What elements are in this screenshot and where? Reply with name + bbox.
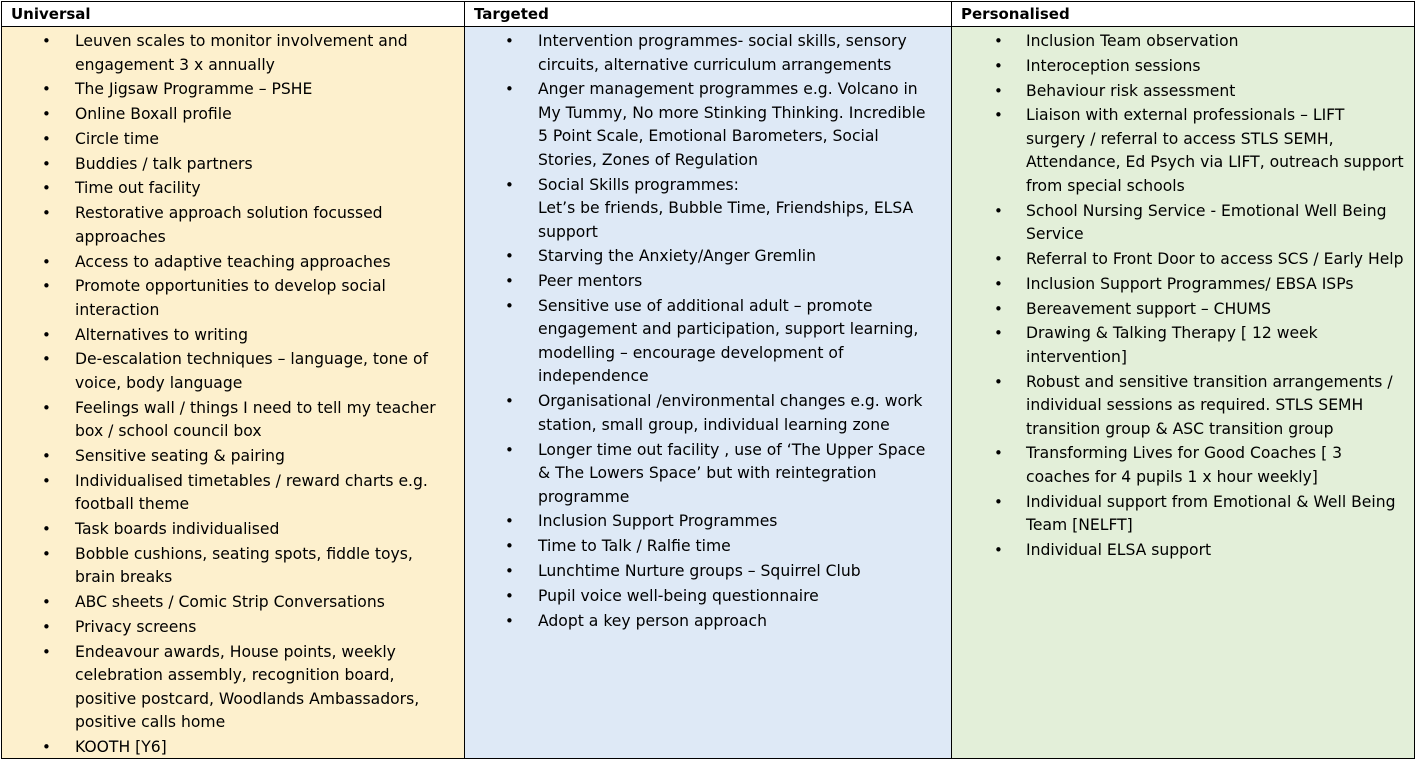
list-item-line: • Individual ELSA support	[1026, 541, 1212, 560]
list-item-line: • ABC sheets / Comic Strip Conversations	[75, 593, 385, 612]
targeted-column	[465, 2, 952, 758]
list-item	[952, 491, 1414, 538]
list-item	[465, 270, 951, 294]
list-item	[465, 439, 951, 510]
list-item-line: from special schools	[1026, 176, 1185, 195]
list-item-line: • Alternatives to writing	[75, 325, 248, 344]
list-item	[952, 200, 1414, 247]
list-item	[2, 324, 464, 348]
list-item-line: box / school council box	[75, 422, 262, 441]
list-item-line: • Social Skills programmes:	[538, 175, 739, 194]
list-item	[952, 371, 1414, 442]
list-item	[952, 104, 1414, 198]
list-item-line: approaches	[75, 227, 166, 246]
list-item-line: positive postcard, Woodlands Ambassadors,	[75, 689, 420, 708]
targeted-header: Targeted	[465, 2, 951, 27]
list-item	[952, 539, 1414, 563]
list-item	[952, 322, 1414, 369]
list-item-line: • Leuven scales to monitor involvement and	[75, 32, 408, 50]
list-item-line: • Peer mentors	[538, 272, 643, 291]
list-item	[952, 298, 1414, 322]
list-item	[465, 174, 951, 245]
list-item-line: surgery / referral to access STLS SEMH,	[1026, 129, 1334, 148]
list-item-line: independence	[538, 367, 649, 386]
list-item-line: Let’s be friends, Bubble Time, Friendships, ELSA	[538, 199, 914, 218]
list-item-line: • Inclusion Support Programmes	[538, 512, 778, 531]
list-item	[2, 128, 464, 152]
list-item-line: • Online Boxall profile	[75, 105, 232, 124]
list-item-line: Stories, Zones of Regulation	[538, 150, 758, 169]
list-item-line: & The Lowers Space’ but with reintegration	[538, 464, 877, 483]
list-item	[2, 591, 464, 615]
list-item-line: coaches for 4 pupils 1 x hour weekly]	[1026, 467, 1318, 486]
targeted-list	[465, 27, 951, 633]
list-item	[465, 245, 951, 269]
universal-header: Universal	[2, 2, 464, 27]
list-item-line: programme	[538, 487, 630, 506]
list-item	[2, 251, 464, 275]
list-item-line: positive calls home	[75, 713, 226, 732]
list-item	[2, 348, 464, 395]
list-item	[2, 397, 464, 444]
list-item	[2, 470, 464, 517]
list-item	[952, 248, 1414, 272]
list-item-line: • Restorative approach solution focussed	[75, 204, 383, 223]
list-item-line: 5 Point Scale, Emotional Barometers, Social	[538, 127, 879, 146]
list-item-line: voice, body language	[75, 373, 243, 392]
list-item-line: Service	[1026, 225, 1084, 244]
list-item-line: Team [NELFT]	[1026, 516, 1133, 535]
list-item	[952, 80, 1414, 104]
personalised-header: Personalised	[952, 2, 1414, 27]
list-item	[952, 55, 1414, 79]
list-item-line: • The Jigsaw Programme – PSHE	[75, 80, 313, 99]
list-item-line: brain breaks	[75, 568, 173, 587]
list-item-line: • Circle time	[75, 129, 159, 148]
list-item-line: • Endeavour awards, House points, weekly	[75, 642, 396, 661]
list-item	[2, 641, 464, 735]
list-item-line: • Intervention programmes- social skills, sensory	[538, 32, 907, 50]
list-item-line: • Inclusion Support Programmes/ EBSA ISPs	[1026, 274, 1354, 293]
list-item	[2, 78, 464, 102]
list-item	[465, 510, 951, 534]
list-item-line: • Buddies / talk partners	[75, 154, 253, 173]
list-item-line: • Adopt a key person approach	[538, 611, 767, 630]
list-item-line: • Task boards individualised	[75, 520, 280, 539]
list-item	[2, 153, 464, 177]
list-item-line: interaction	[75, 300, 160, 319]
list-item-line: • Starving the Anxiety/Anger Gremlin	[538, 247, 817, 266]
list-item	[465, 78, 951, 172]
list-item	[2, 275, 464, 322]
list-item-line: Attendance, Ed Psych via LIFT, outreach support	[1026, 153, 1404, 172]
list-item-line: • Liaison with external professionals – LIFT	[1026, 106, 1345, 125]
personalised-list	[952, 27, 1414, 563]
list-item-line: • Individual support from Emotional & Well Being	[1026, 492, 1396, 511]
list-item	[465, 560, 951, 584]
list-item-line: • Sensitive seating & pairing	[75, 447, 285, 466]
universal-column	[2, 2, 465, 758]
list-item-line: • Pupil voice well-being questionnaire	[538, 586, 819, 605]
list-item-line: • Time to Talk / Ralfie time	[538, 537, 731, 556]
list-item	[2, 445, 464, 469]
list-item-line: • Interoception sessions	[1026, 56, 1201, 75]
list-item	[465, 585, 951, 609]
list-item	[2, 736, 464, 760]
list-item	[465, 295, 951, 389]
list-item	[2, 518, 464, 542]
list-item-line: engagement 3 x annually	[75, 55, 275, 74]
list-item-line: intervention]	[1026, 347, 1127, 366]
list-item	[465, 610, 951, 634]
list-item	[952, 30, 1414, 54]
list-item-line: • Access to adaptive teaching approaches	[75, 252, 391, 271]
list-item-line: • School Nursing Service - Emotional Well Being	[1026, 201, 1387, 220]
list-item-line: • Longer time out facility , use of ‘The Upper Space	[538, 440, 926, 459]
list-item-line: My Tummy, No more Stinking Thinking. Incredible	[538, 103, 926, 122]
list-item	[952, 442, 1414, 489]
list-item-line: • Transforming Lives for Good Coaches [ 3	[1026, 444, 1343, 463]
list-item-line: engagement and participation, support learning,	[538, 320, 919, 339]
list-item-line: • Referral to Front Door to access SCS / Early Help	[1026, 249, 1404, 268]
list-item	[2, 30, 464, 77]
list-item-line: • De-escalation techniques – language, tone of	[75, 350, 429, 369]
list-item-line: station, small group, individual learning zone	[538, 415, 890, 434]
list-item-line: • Feelings wall / things I need to tell my teacher	[75, 398, 436, 417]
list-item-line: • Privacy screens	[75, 618, 197, 637]
list-item	[2, 202, 464, 249]
provision-table	[1, 1, 1415, 759]
list-item	[465, 535, 951, 559]
list-item-line: • Bobble cushions, seating spots, fiddle toys,	[75, 544, 413, 563]
list-item	[2, 103, 464, 127]
list-item-line: • Promote opportunities to develop social	[75, 277, 386, 296]
list-item	[2, 177, 464, 201]
list-item	[2, 616, 464, 640]
personalised-column	[952, 2, 1414, 758]
list-item-line: • Anger management programmes e.g. Volcano in	[538, 80, 918, 99]
list-item-line: football theme	[75, 495, 190, 514]
list-item-line: • Lunchtime Nurture groups – Squirrel Club	[538, 561, 861, 580]
list-item	[465, 390, 951, 437]
list-item-line: • Robust and sensitive transition arrangements /	[1026, 372, 1393, 391]
list-item	[2, 543, 464, 590]
list-item-line: modelling – encourage development of	[538, 343, 844, 362]
list-item-line: support	[538, 222, 598, 241]
list-item-line: • Behaviour risk assessment	[1026, 81, 1236, 100]
list-item-line: individual sessions as required. STLS SEMH	[1026, 396, 1364, 415]
list-item-line: • Drawing & Talking Therapy [ 12 week	[1026, 324, 1318, 343]
list-item-line: transition group & ASC transition group	[1026, 419, 1334, 438]
list-item	[952, 273, 1414, 297]
list-item-line: circuits, alternative curriculum arrangements	[538, 55, 892, 74]
list-item-line: • Organisational /environmental changes e.g. work	[538, 392, 923, 411]
universal-list	[2, 27, 464, 760]
list-item-line: • Sensitive use of additional adult – promote	[538, 296, 873, 315]
list-item-line: celebration assembly, recognition board,	[75, 666, 395, 685]
list-item	[465, 30, 951, 77]
list-item-line: • Bereavement support – CHUMS	[1026, 299, 1272, 318]
list-item-line: • Individualised timetables / reward charts e.g.	[75, 471, 428, 490]
list-item-line: • Time out facility	[75, 179, 201, 198]
list-item-line: • KOOTH [Y6]	[75, 738, 167, 757]
list-item-line: • Inclusion Team observation	[1026, 32, 1239, 50]
